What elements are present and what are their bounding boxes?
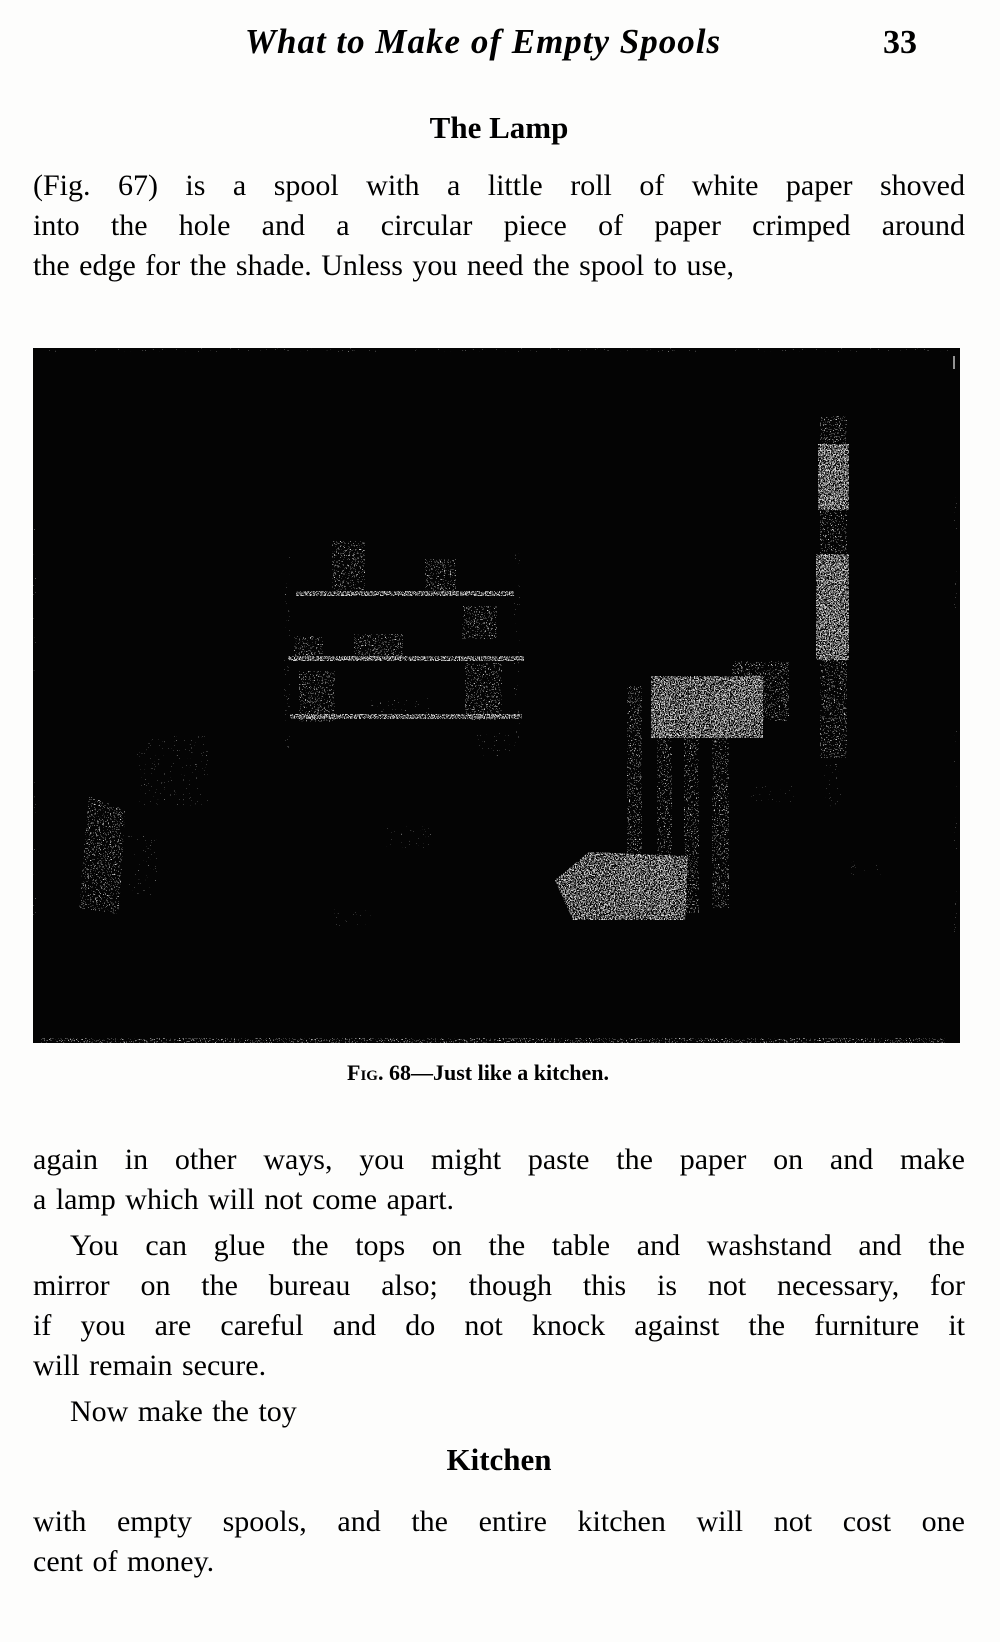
paragraph-lamp <box>33 166 965 286</box>
text-line: a lamp which will not come apart. <box>33 1183 455 1216</box>
paragraph-kitchen <box>33 1502 965 1582</box>
paragraph-after-figure <box>33 1140 965 1220</box>
text-line: if you are careful and do not knock against the furniture it <box>33 1309 965 1342</box>
page-number: 33 <box>883 24 917 61</box>
text-line: You can glue the tops on the table and washstand and the <box>70 1229 965 1262</box>
text-line: into the hole and a circular piece of paper crimped around <box>33 209 965 242</box>
section-heading-kitchen: Kitchen <box>446 1442 552 1477</box>
text-line: will remain secure. <box>33 1349 267 1382</box>
text-line: mirror on the bureau also; though this is not necessary, for <box>33 1269 965 1302</box>
text-line: with empty spools, and the entire kitchen will not cost one <box>33 1505 965 1538</box>
figure-68-photo <box>33 348 960 1043</box>
figure-caption <box>0 1060 956 1086</box>
text-line: the edge for the shade. Unless you need the spool to use, <box>33 249 734 282</box>
running-head <box>0 22 966 62</box>
paragraph-glue <box>33 1226 965 1386</box>
figure-caption-label: Fig. 68 <box>347 1060 411 1085</box>
kitchen-photo <box>33 348 960 1043</box>
running-head-title: What to Make of Empty Spools <box>244 22 722 61</box>
text-line: Now make the toy <box>70 1395 297 1428</box>
stove-pipe-column <box>816 416 849 808</box>
text-line: again in other ways, you might paste the paper on and make <box>33 1143 965 1176</box>
text-line: (Fig. 67) is a spool with a little roll of white paper shoved <box>33 169 965 202</box>
figure-caption-text: —Just like a kitchen. <box>410 1060 609 1085</box>
section-heading-the-lamp: The Lamp <box>429 110 569 145</box>
paragraph-now-make <box>33 1392 965 1432</box>
text-line: cent of money. <box>33 1545 215 1578</box>
